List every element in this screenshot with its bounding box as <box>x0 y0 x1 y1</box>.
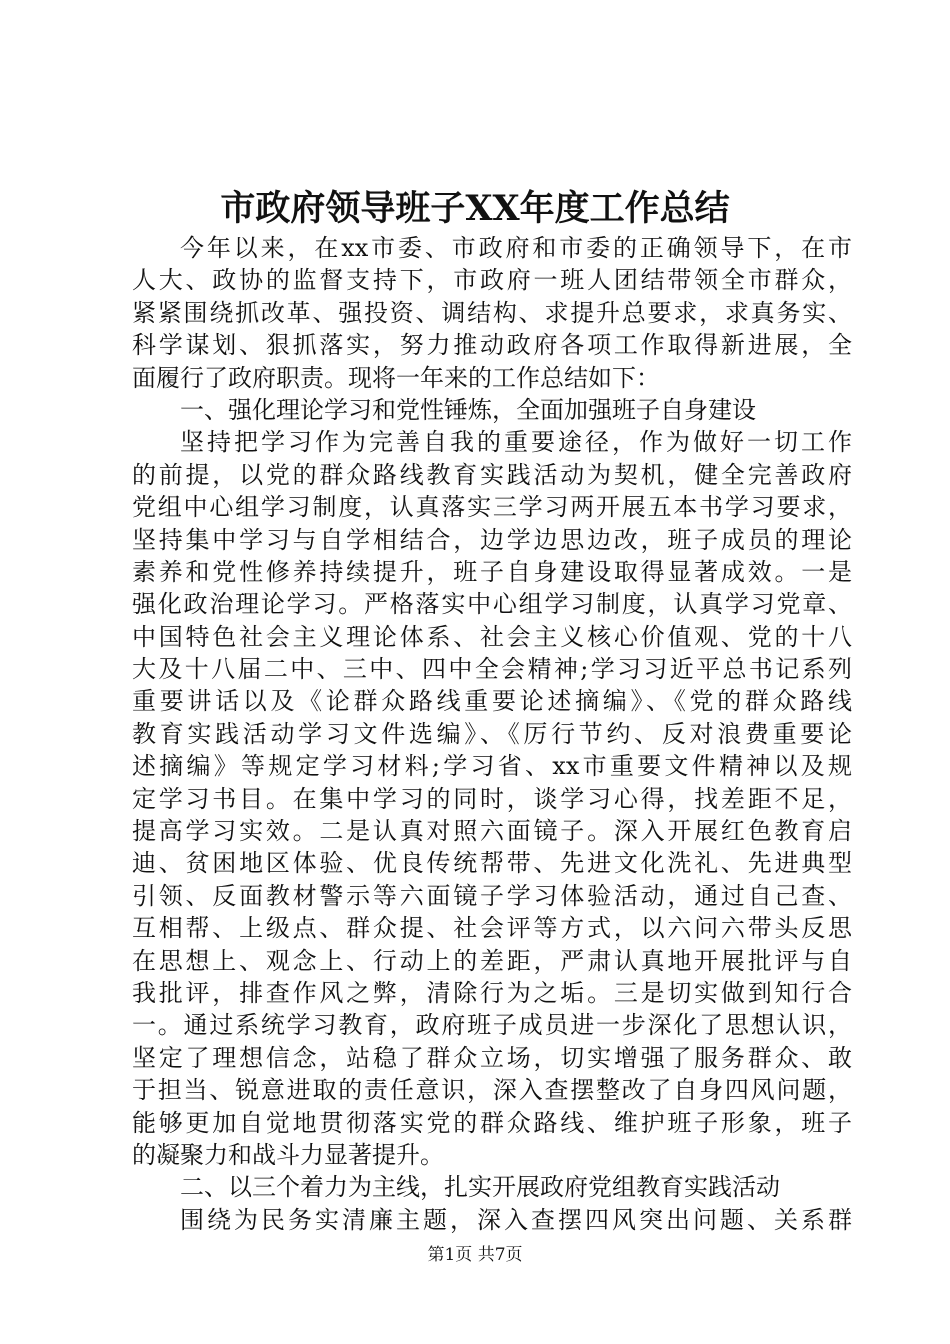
text-line: 中国特色社会主义理论体系、社会主义核心价值观、党的十八 <box>132 622 852 651</box>
text-line: 紧紧围绕抓改革、强投资、调结构、求提升总要求，求真务实、 <box>132 298 852 327</box>
text-line: 迪、贫困地区体验、优良传统帮带、先进文化洗礼、先进典型 <box>132 849 852 878</box>
text-line: 教育实践活动学习文件选编》、《厉行节约、反对浪费重要论 <box>132 719 852 748</box>
text-line: 在思想上、观念上、行动上的差距，严肃认真地开展批评与自 <box>132 946 852 975</box>
text-line: 一。通过系统学习教育，政府班子成员进一步深化了思想认识， <box>132 1011 852 1040</box>
text-line: 互相帮、上级点、群众提、社会评等方式，以六问六带头反思 <box>132 914 852 943</box>
document-title: 市政府领导班子XX年度工作总结 <box>220 188 730 229</box>
text-line: 素养和党性修养持续提升，班子自身建设取得显著成效。一是 <box>132 557 852 586</box>
text-line: 的凝聚力和战斗力显著提升。 <box>132 1140 444 1169</box>
text-line: 强化政治理论学习。严格落实中心组学习制度，认真学习党章、 <box>132 590 852 619</box>
text-line: 一、强化理论学习和党性锤炼，全面加强班子自身建设 <box>180 395 756 424</box>
text-line: 能够更加自觉地贯彻落实党的群众路线、维护班子形象，班子 <box>132 1108 852 1137</box>
text-line: 人大、政协的监督支持下，市政府一班人团结带领全市群众， <box>132 266 852 295</box>
text-line: 坚定了理想信念，站稳了群众立场，切实增强了服务群众、敢 <box>132 1043 852 1072</box>
text-line: 坚持集中学习与自学相结合，边学边思边改，班子成员的理论 <box>132 525 852 554</box>
document-body <box>132 232 852 1236</box>
text-line: 坚持把学习作为完善自我的重要途径，作为做好一切工作 <box>180 428 852 457</box>
text-line: 今年以来，在xx市委、市政府和市委的正确领导下，在市 <box>180 234 852 262</box>
text-line: 大及十八届二中、三中、四中全会精神;学习习近平总书记系列 <box>132 655 852 684</box>
text-line: 科学谋划、狠抓落实，努力推动政府各项工作取得新进展，全 <box>132 331 852 360</box>
text-line: 引领、反面教材警示等六面镜子学习体验活动，通过自己查、 <box>132 881 852 910</box>
text-line: 定学习书目。在集中学习的同时，谈学习心得，找差距不足， <box>132 784 852 813</box>
text-line: 围绕为民务实清廉主题，深入查摆四风突出问题、关系群 <box>180 1205 852 1234</box>
text-line: 党组中心组学习制度，认真落实三学习两开展五本书学习要求， <box>132 493 852 522</box>
text-line: 提高学习实效。二是认真对照六面镜子。深入开展红色教育启 <box>132 817 852 846</box>
text-line: 二、以三个着力为主线，扎实开展政府党组教育实践活动 <box>180 1173 780 1202</box>
text-line: 的前提，以党的群众路线教育实践活动为契机，健全完善政府 <box>132 460 852 489</box>
text-line: 于担当、锐意进取的责任意识，深入查摆整改了自身四风问题， <box>132 1076 852 1105</box>
text-line: 面履行了政府职责。现将一年来的工作总结如下： <box>132 363 660 392</box>
text-line: 重要讲话以及《论群众路线重要论述摘编》、《党的群众路线 <box>132 687 852 716</box>
text-line: 我批评，排查作风之弊，清除行为之垢。三是切实做到知行合 <box>132 978 852 1007</box>
page-footer: 第1页 共7页 <box>427 1245 523 1265</box>
text-line: 述摘编》等规定学习材料;学习省、xx市重要文件精神以及规 <box>132 752 852 781</box>
